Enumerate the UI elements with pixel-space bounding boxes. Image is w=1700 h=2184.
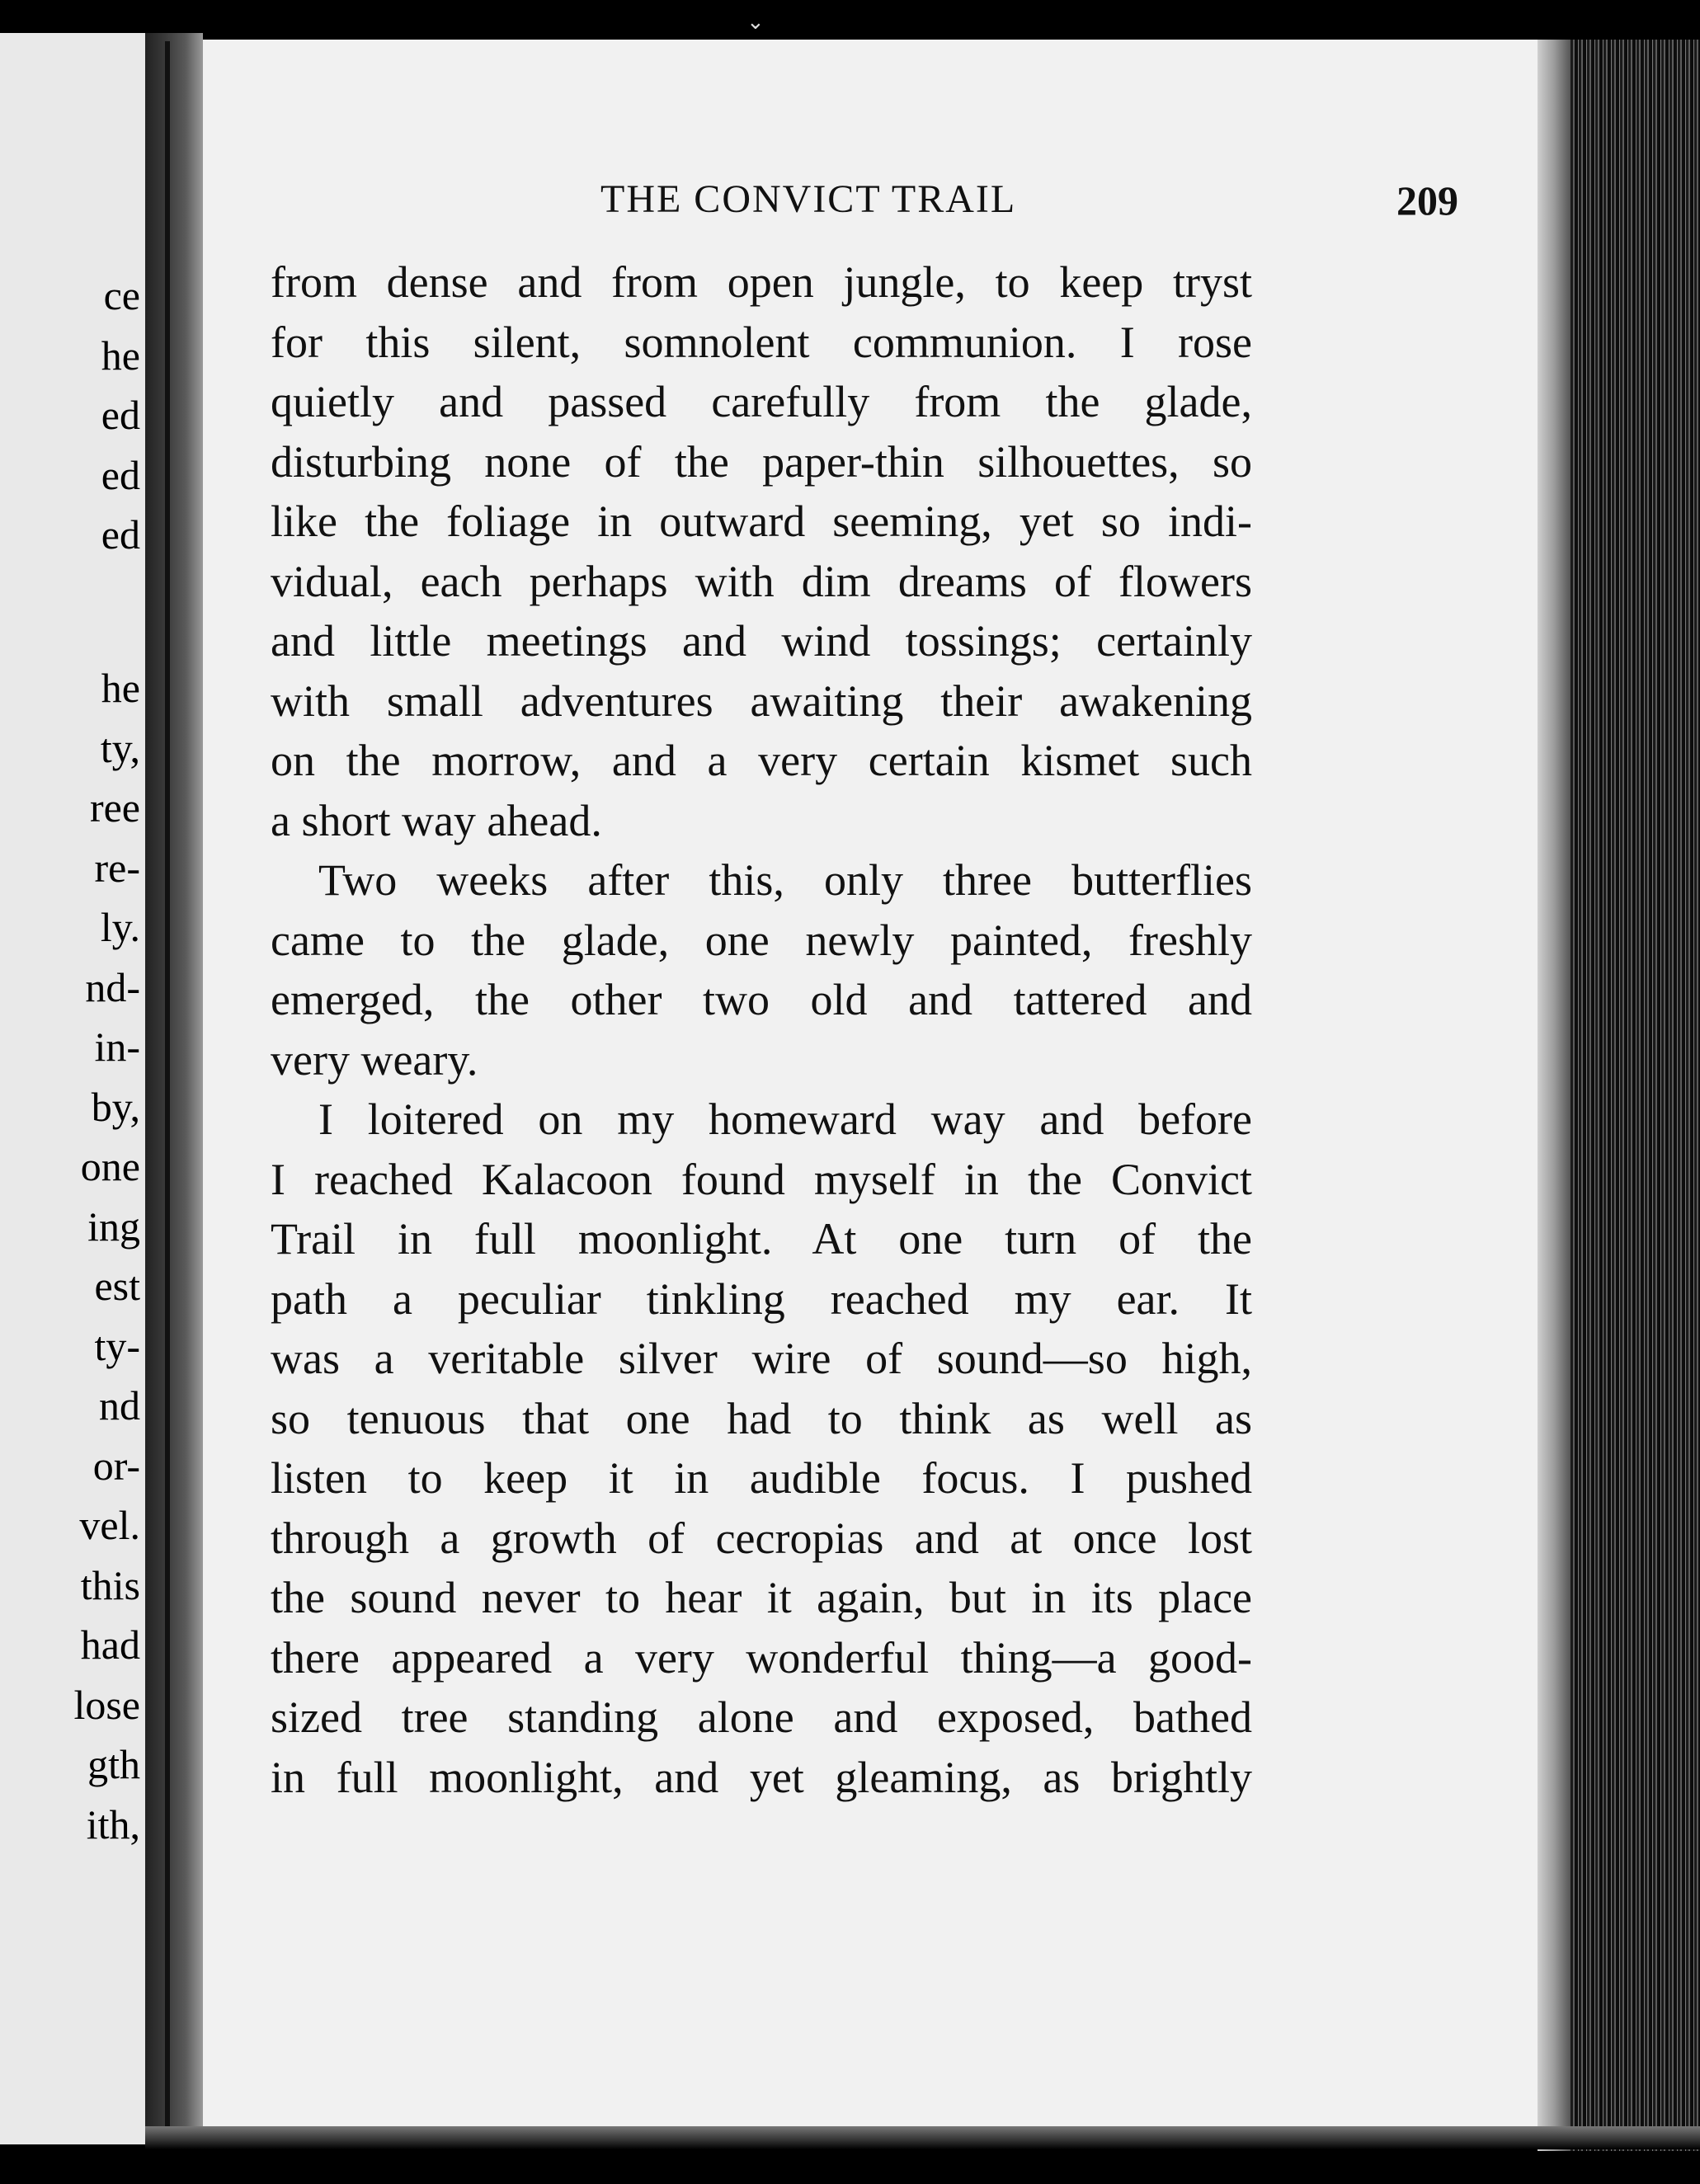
previous-page-fragment: by, [91,1083,140,1130]
spine-line [165,41,170,2136]
text-line: I reached Kalacoon found myself in the Convict [271,1154,1252,1204]
previous-page-fragment: ed [101,392,140,438]
previous-page-fragment: vel. [79,1502,140,1548]
book-bottom-edge [145,2126,1700,2149]
text-line: Two weeks after this, only three butterflies [318,855,1252,905]
previous-page-fragment: he [101,665,140,711]
previous-page-fragment: one [80,1143,140,1189]
previous-page-fragment: ree [89,784,140,831]
text-line: path a peculiar tinkling reached my ear. It [271,1273,1252,1324]
text-line: emerged, the other two old and tattered and [271,975,1252,1024]
page-number: 209 [1396,177,1458,224]
text-line: in full moonlight, and yet gleaming, as brightly [271,1752,1252,1802]
book-gutter-shadow [145,33,203,2144]
previous-page-fragment: nd [99,1382,140,1429]
text-line: a short way ahead. [271,795,602,845]
previous-page-fragment: ith, [86,1800,140,1847]
binding-thread-mark: ⌄ [746,10,765,35]
text-line: vidual, each perhaps with dim dreams of flowers [271,556,1252,606]
previous-page-fragment: nd- [85,963,140,1010]
text-line: Trail in full moonlight. At one turn of the [271,1214,1252,1264]
text-line: I loitered on my homeward way and before [318,1094,1252,1144]
page-edge-highlight [1538,40,1570,2151]
running-head [271,177,1458,234]
text-line: listen to keep it in audible focus. I pushed [271,1453,1252,1503]
previous-page-fragments-bottom [73,658,140,1854]
previous-page-fragment: ed [101,511,140,558]
previous-page-fragment: ly. [100,904,140,950]
previous-page-fragment: ed [101,451,140,498]
text-line: was a veritable silver wire of sound—so high, [271,1334,1252,1383]
text-line: for this silent, somnolent communion. I rose [271,317,1252,367]
previous-page-fragment: ce [103,272,140,318]
running-title: THE CONVICT TRAIL [600,177,1017,221]
book-page [203,40,1538,2126]
previous-page-fragment: lose [73,1681,140,1728]
previous-page-fragments-top [101,266,140,565]
text-line: with small adventures awaiting their awakening [271,675,1252,726]
previous-page-fragment: had [80,1622,140,1668]
text-line: there appeared a very wonderful thing—a good- [271,1632,1252,1683]
previous-page-fragment: this [80,1561,140,1608]
text-line: quietly and passed carefully from the glade, [271,377,1252,426]
text-line: from dense and from open jungle, to keep tryst [271,257,1252,307]
previous-page-fragment: he [101,332,140,379]
previous-page-fragment: gth [87,1741,140,1787]
body-text [271,252,1252,1807]
previous-page-fragment: est [94,1263,140,1309]
text-line: sized tree standing alone and exposed, bathed [271,1692,1252,1742]
text-line: on the morrow, and a very certain kismet such [271,736,1252,785]
text-line: came to the glade, one newly painted, freshly [271,915,1252,965]
text-line: through a growth of cecropias and at once lost [271,1513,1252,1563]
text-line: disturbing none of the paper-thin silhouettes, so [271,436,1252,487]
text-line: like the foliage in outward seeming, yet so indi- [271,497,1252,546]
previous-page-fragment: re- [94,844,140,891]
previous-page-edge [0,33,145,2144]
text-line: the sound never to hear it again, but in its place [271,1573,1252,1622]
text-line: and little meetings and wind tossings; certainly [271,616,1252,666]
previous-page-fragment: ty, [100,724,140,771]
previous-page-fragment: ty- [94,1322,140,1369]
previous-page-fragment: or- [92,1442,140,1489]
text-line: very weary. [271,1034,478,1085]
previous-page-fragment: in- [94,1024,140,1070]
previous-page-fragment: ing [87,1203,140,1250]
text-line: so tenuous that one had to think as well as [271,1393,1252,1443]
